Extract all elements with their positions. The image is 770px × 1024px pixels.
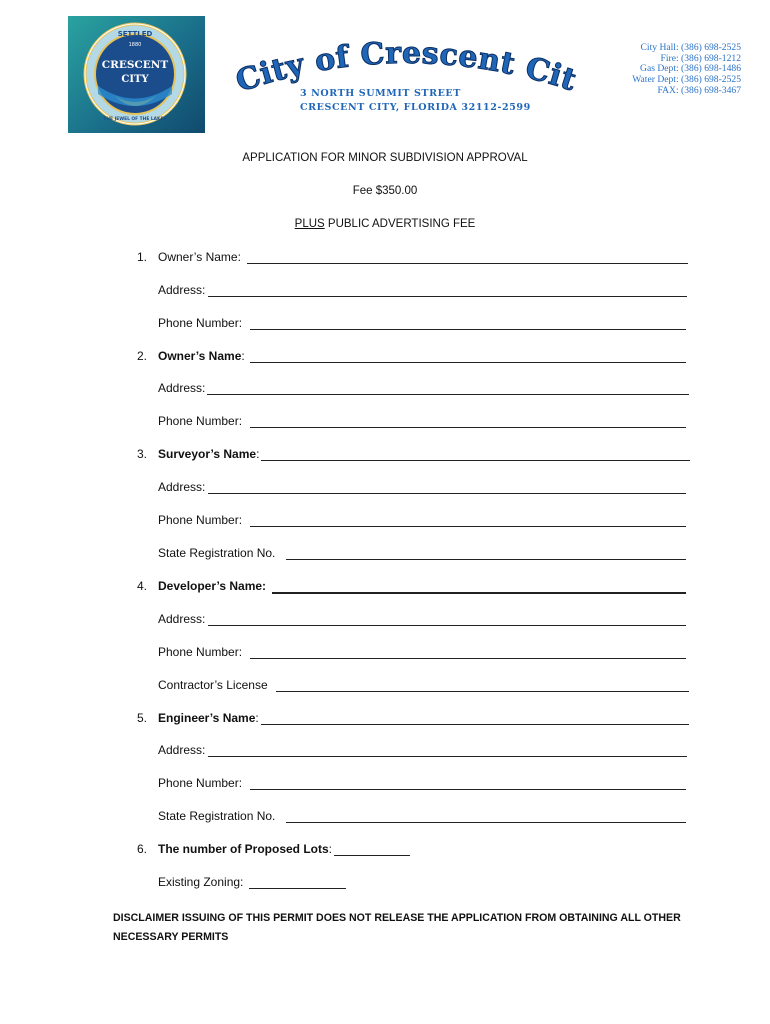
field-label-text: Owner’s Name [158, 349, 242, 363]
field-label-text: Phone Number: [158, 645, 243, 659]
form-title: APPLICATION FOR MINOR SUBDIVISION APPROVAL [242, 152, 528, 164]
owner-1-address-label [158, 283, 205, 297]
owner-2-phone-label [158, 414, 242, 428]
engineer-address-blank[interactable] [208, 756, 687, 757]
engineer-name-row [0, 711, 770, 729]
surveyor-phone-label [158, 513, 242, 527]
field-label-text: Surveyor’s Name [158, 447, 257, 461]
field-label-text: Address: [158, 743, 206, 757]
field-label-text: State Registration No. [158, 546, 276, 560]
developer-phone-blank[interactable] [250, 658, 686, 659]
field-label-text: Phone Number: [158, 776, 243, 790]
owner-1-name-label [158, 250, 241, 264]
seal-name-line2: CITY [121, 74, 149, 85]
field-label-text: Contractor’s License [158, 678, 268, 692]
owner-2-name-row [0, 349, 770, 367]
field-number: 5. [137, 711, 148, 725]
existing-zoning-blank[interactable] [249, 888, 346, 889]
plus-advertising-fee [0, 218, 770, 230]
engineer-state-registration-label [158, 809, 275, 823]
field-label-suffix: : [241, 349, 245, 363]
surveyor-state-registration-label [158, 546, 275, 560]
contact-phone-list [581, 43, 741, 97]
developer-name-blank[interactable] [272, 592, 686, 594]
field-label-text: Existing Zoning: [158, 875, 244, 889]
surveyor-phone-blank[interactable] [250, 526, 686, 527]
surveyor-name-label [158, 447, 259, 461]
field-label-text: The number of Proposed Lots [158, 842, 329, 856]
owner-1-address-blank[interactable] [208, 296, 687, 297]
owner-2-phone-blank[interactable] [250, 427, 686, 428]
disclaimer-line-1: DISCLAIMER ISSUING OF THIS PERMIT DOES NOT RELEASE THE APPLICATION FROM OBTAINING ALL OTHER [113, 912, 681, 924]
engineer-state-registration-row [0, 809, 770, 827]
disclaimer [113, 909, 713, 947]
seal-bottom-text: THE JEWEL OF THE LAKES [103, 117, 167, 122]
developer-contractor-license-row [0, 678, 770, 696]
contact-water: Water Dept: (386) 698-2525 [632, 74, 741, 86]
owner-1-phone-blank[interactable] [250, 329, 686, 330]
developer-address-blank[interactable] [208, 625, 686, 626]
field-number: 1. [137, 250, 148, 264]
developer-address-row [0, 612, 770, 630]
owner-1-phone-row [0, 316, 770, 334]
developer-contractor-license-blank[interactable] [276, 691, 689, 692]
engineer-address-row [0, 743, 770, 761]
engineer-name-label [158, 711, 259, 725]
address-line-2: CRESCENT CITY, FLORIDA 32112-2599 [300, 102, 531, 113]
plus-word: PLUS [294, 218, 325, 230]
svg-text:City of Crescent City [226, 1, 581, 99]
developer-phone-label [158, 645, 242, 659]
field-label-text: Developer’s Name: [158, 579, 267, 593]
field-label-text: Address: [158, 612, 206, 626]
field-label-text: Phone Number: [158, 316, 243, 330]
advertising-fee-text: PUBLIC ADVERTISING FEE [324, 218, 476, 230]
field-label-suffix: : [256, 447, 260, 461]
surveyor-address-blank[interactable] [208, 493, 686, 494]
owner-2-address-label [158, 381, 205, 395]
field-label-text: Address: [158, 381, 206, 395]
surveyor-state-registration-blank[interactable] [286, 559, 686, 560]
address-line-1: 3 NORTH SUMMIT STREET [300, 88, 461, 99]
seal-name-line1: CRESCENT [101, 59, 169, 71]
owner-1-phone-label [158, 316, 242, 330]
field-number: 3. [137, 447, 148, 461]
owner-1-name-row [0, 250, 770, 268]
contact-city-hall: City Hall: (386) 698-2525 [640, 42, 741, 53]
developer-name-row [0, 579, 770, 597]
field-label-suffix: : [328, 842, 333, 856]
proposed-lots-count-label [158, 842, 332, 856]
proposed-lots-count-row [0, 842, 770, 860]
field-number: 4. [137, 579, 148, 593]
engineer-state-registration-blank[interactable] [286, 822, 686, 823]
existing-zoning-label [158, 875, 243, 889]
surveyor-state-registration-row [0, 546, 770, 564]
developer-name-label [158, 579, 266, 593]
owner-2-address-row [0, 381, 770, 399]
owner-2-phone-row [0, 414, 770, 432]
seal-year: 1880 [128, 42, 142, 48]
engineer-phone-label [158, 776, 242, 790]
field-number: 6. [137, 842, 148, 856]
surveyor-name-blank[interactable] [261, 460, 690, 461]
seal-top-text: SETTLED [117, 30, 153, 38]
owner-1-name-blank[interactable] [247, 263, 688, 264]
existing-zoning-row [0, 875, 770, 893]
brand-title-text: City of Crescent City [227, 1, 581, 100]
owner-2-address-blank[interactable] [207, 394, 689, 395]
field-label-text: State Registration No. [158, 809, 276, 823]
contact-gas: Gas Dept: (386) 698-1486 [640, 63, 741, 75]
disclaimer-line-2: NECESSARY PERMITS [113, 931, 229, 943]
owner-2-name-label [158, 349, 245, 363]
surveyor-phone-row [0, 513, 770, 531]
developer-contractor-license-label [158, 678, 268, 692]
field-label-text: Address: [158, 480, 206, 494]
engineer-phone-blank[interactable] [250, 789, 686, 790]
surveyor-address-label [158, 480, 205, 494]
field-number: 2. [137, 349, 148, 363]
owner-1-address-row [0, 283, 770, 301]
fee-line: Fee $350.00 [352, 185, 418, 197]
field-label-text: Phone Number: [158, 513, 243, 527]
engineer-name-blank[interactable] [261, 724, 689, 725]
field-label-text: Phone Number: [158, 414, 243, 428]
proposed-lots-count-blank[interactable] [334, 855, 410, 856]
developer-address-label [158, 612, 205, 626]
field-label-suffix: : [255, 711, 259, 725]
engineer-phone-row [0, 776, 770, 794]
contact-fire: Fire: (386) 698-1212 [660, 52, 741, 64]
field-label-text: Engineer’s Name [158, 711, 256, 725]
field-label-text: Address: [158, 283, 206, 297]
field-label-text: Owner’s Name: [158, 250, 241, 264]
contact-fax: FAX: (386) 698-3467 [657, 84, 741, 96]
owner-2-name-blank[interactable] [250, 362, 686, 363]
developer-phone-row [0, 645, 770, 663]
surveyor-address-row [0, 480, 770, 498]
surveyor-name-row [0, 447, 770, 465]
engineer-address-label [158, 743, 205, 757]
city-seal-logo [68, 16, 205, 133]
